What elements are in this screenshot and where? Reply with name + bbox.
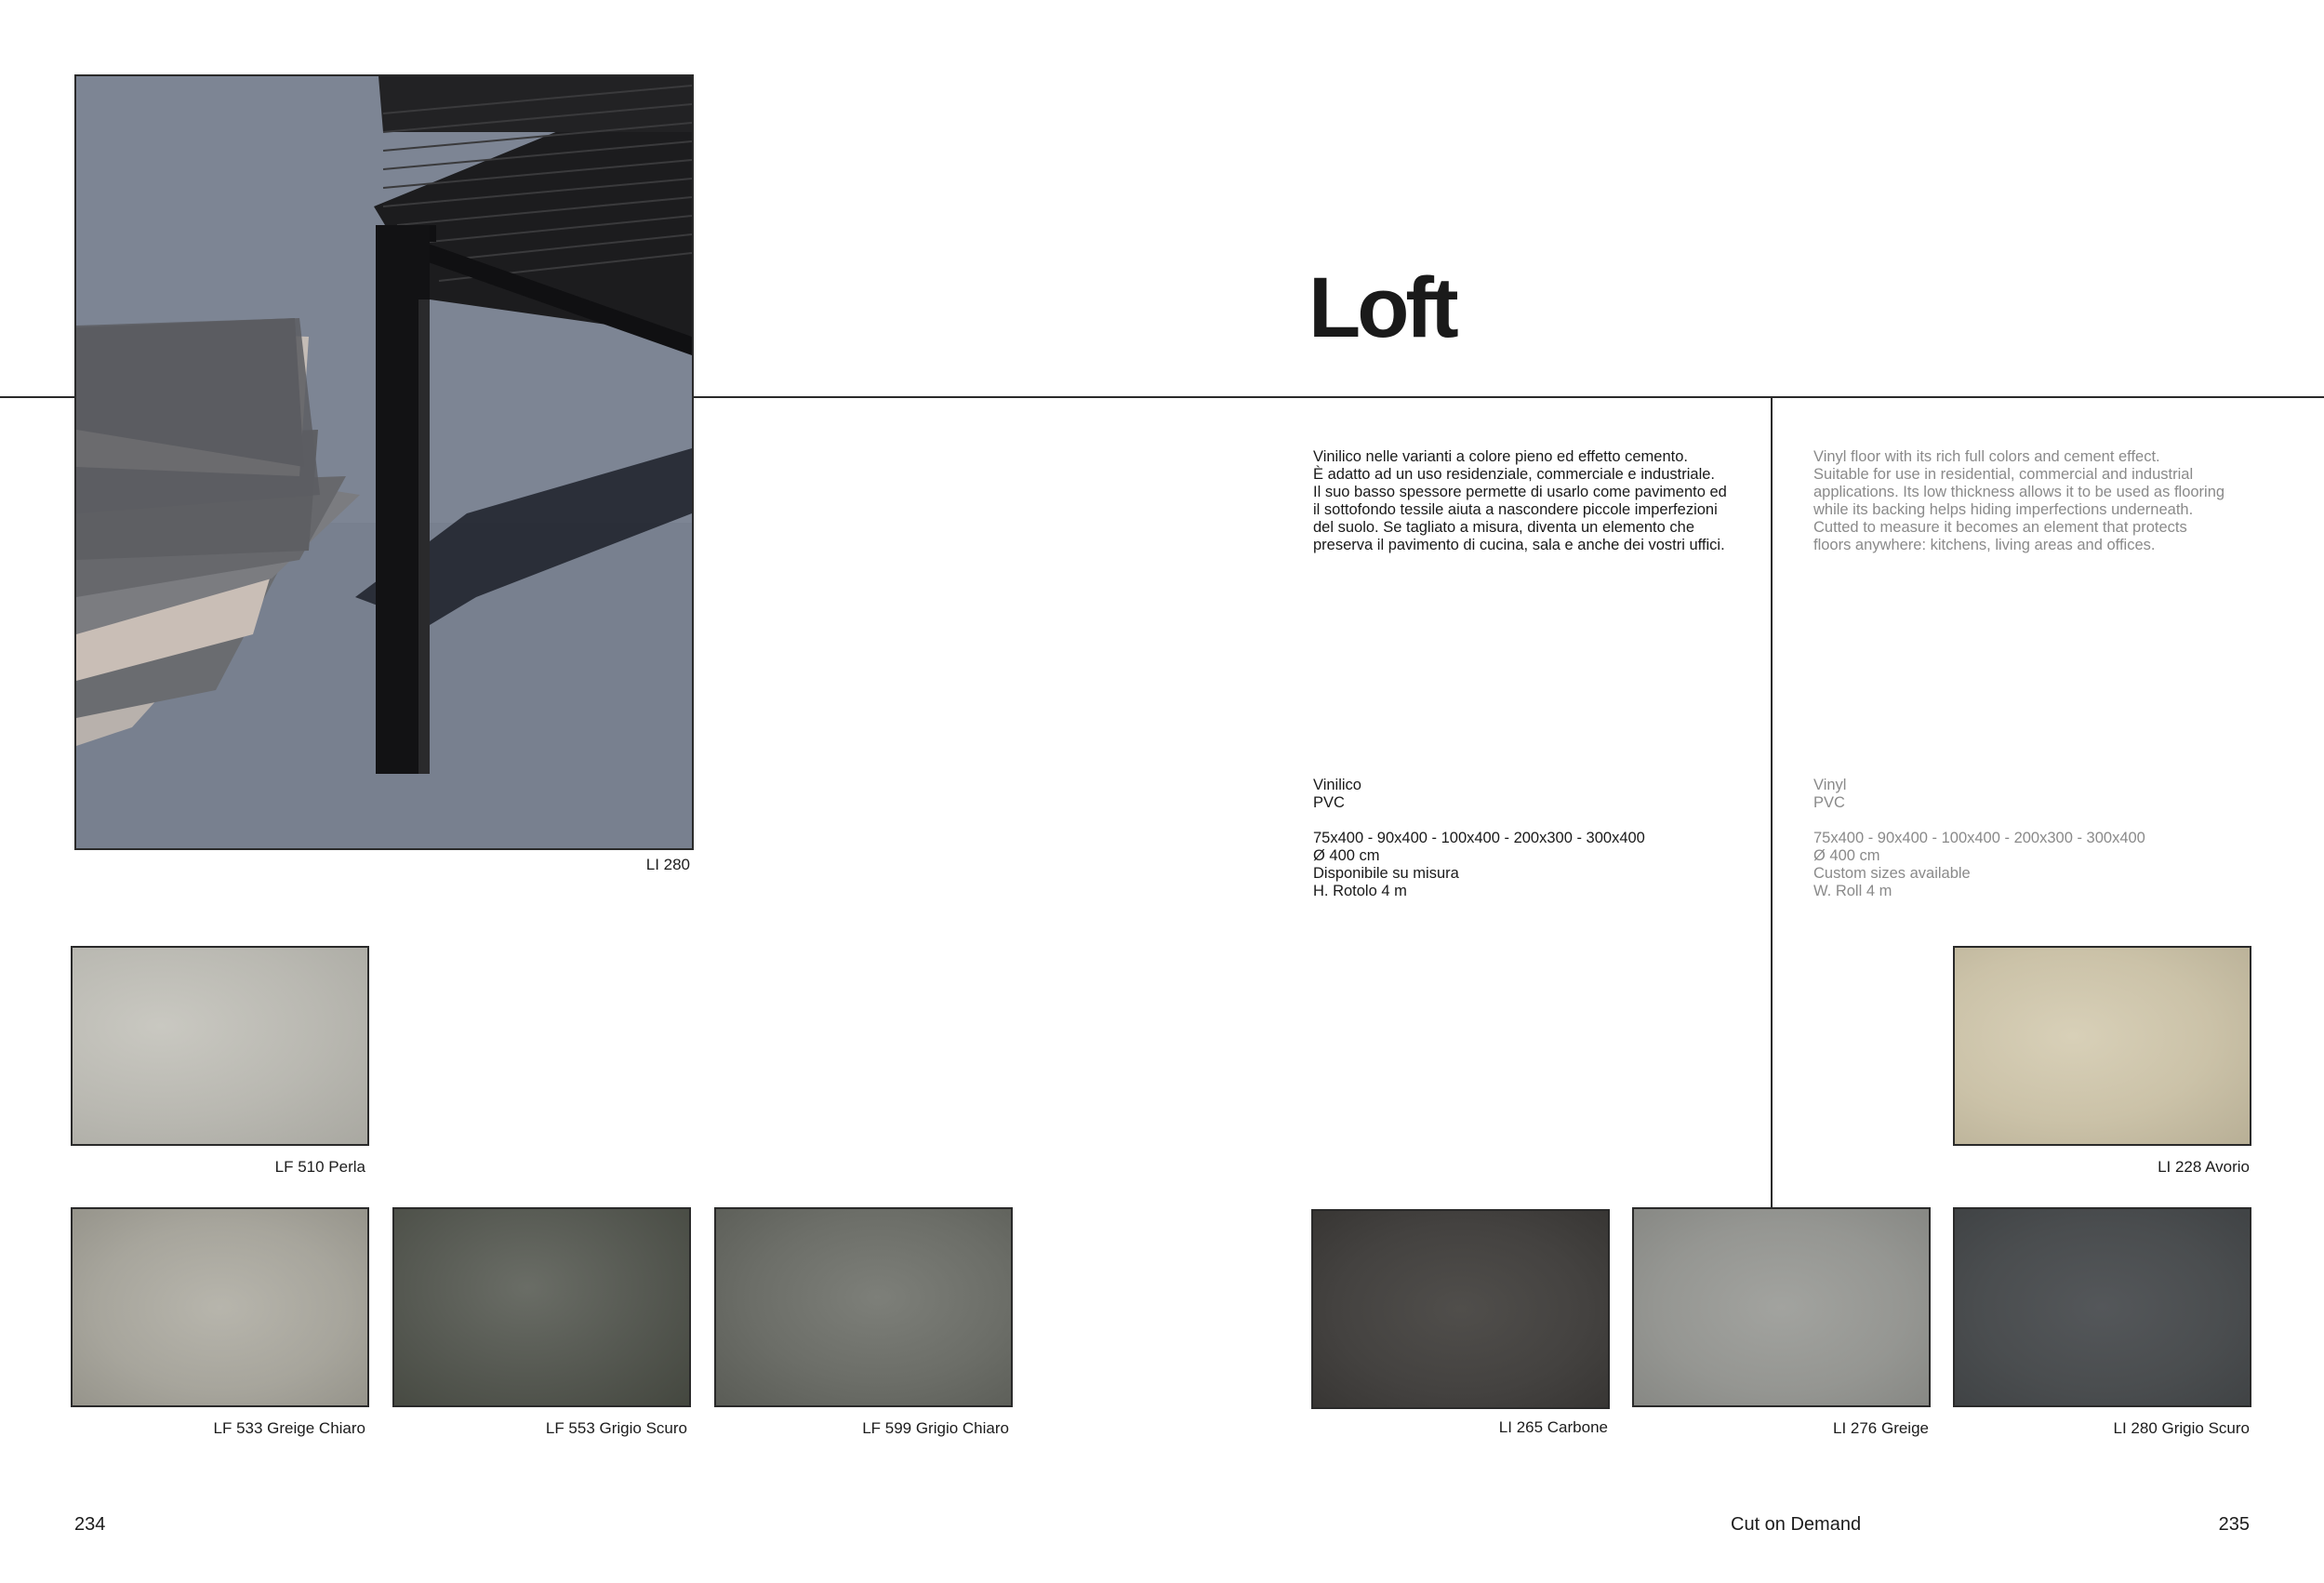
swatch-texture (73, 948, 367, 1144)
swatch-li-228[interactable] (1953, 946, 2251, 1146)
swatch-label: LI 228 Avorio (2158, 1158, 2250, 1176)
swatch-lf-599[interactable] (714, 1207, 1013, 1407)
spec-english: Vinyl PVC 75x400 - 90x400 - 100x400 - 200x300 - 300x400 Ø 400 cm Custom sizes available W. Roll 4 m (1813, 777, 2145, 899)
page-title: Loft (1308, 260, 1455, 355)
swatch-texture (1634, 1209, 1929, 1405)
description-italian: Vinilico nelle varianti a colore pieno ed effetto cemento. È adatto ad un uso residenziale, commerciale e industriale. Il suo basso spessore permette di usarlo come pavimento ed il sottofondo tessile aiuta a nascondere piccole imperfezioni del suolo. Se tagliato a misura, diventa un elemento che preserva il pavimento di cucina, sala e anche dei vostri uffici. (1313, 448, 1727, 553)
product-photo-illustration (76, 76, 692, 848)
swatch-label: LF 599 Grigio Chiaro (862, 1419, 1009, 1437)
spec-italian: Vinilico PVC 75x400 - 90x400 - 100x400 - 200x300 - 300x400 Ø 400 cm Disponibile su misura H. Rotolo 4 m (1313, 777, 1645, 899)
swatch-texture (394, 1209, 689, 1405)
product-photo (74, 74, 694, 850)
swatch-li-265[interactable] (1311, 1209, 1610, 1409)
swatch-texture (1313, 1211, 1608, 1407)
swatch-li-276[interactable] (1632, 1207, 1931, 1407)
swatch-lf-510[interactable] (71, 946, 369, 1146)
vertical-rule (1771, 396, 1773, 1211)
swatch-label: LI 280 Grigio Scuro (2113, 1419, 2250, 1437)
swatch-label: LI 265 Carbone (1498, 1418, 1608, 1436)
swatch-texture (1955, 948, 2250, 1144)
section-name: Cut on Demand (1731, 1514, 1862, 1535)
swatch-texture (716, 1209, 1011, 1405)
swatch-lf-533[interactable] (71, 1207, 369, 1407)
swatch-label: LI 276 Greige (1832, 1419, 1929, 1437)
swatch-label: LF 533 Greige Chiaro (213, 1419, 365, 1437)
swatch-texture (73, 1209, 367, 1405)
swatch-li-280[interactable] (1953, 1207, 2251, 1407)
swatch-label: LF 510 Perla (274, 1158, 365, 1176)
page-number-right: 235 (2218, 1514, 2250, 1535)
photo-caption: LI 280 (645, 856, 690, 873)
page-number-left: 234 (74, 1514, 106, 1535)
swatch-lf-553[interactable] (392, 1207, 691, 1407)
description-english: Vinyl floor with its rich full colors and cement effect. Suitable for use in residential, commercial and industrial applications. Its low thickness allows it to be used as flooring while its backing helps hiding imperfections underneath. Cutted to measure it becomes an element that protects floors anywhere: kitchens, living areas and offices. (1813, 448, 2225, 553)
swatch-texture (1955, 1209, 2250, 1405)
swatch-label: LF 553 Grigio Scuro (545, 1419, 687, 1437)
